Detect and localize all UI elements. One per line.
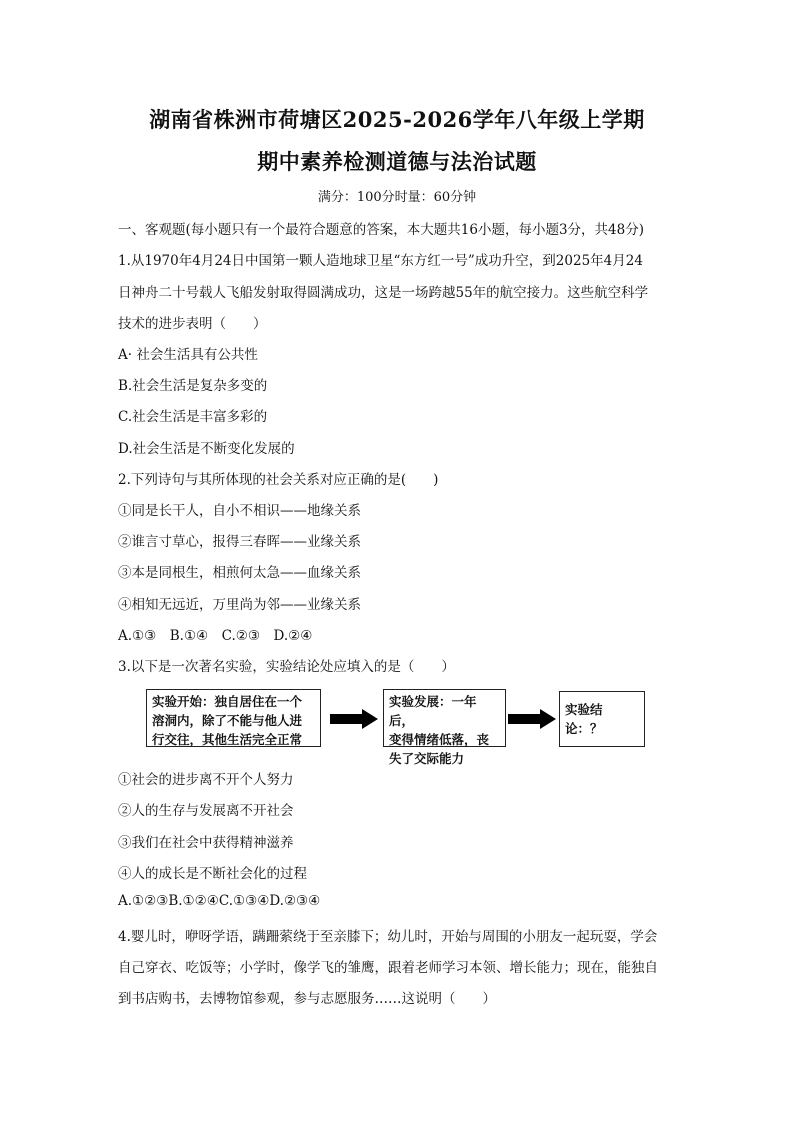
flow-box-start bbox=[146, 689, 321, 747]
flow-box-development-line: 失了交际能力 bbox=[389, 751, 465, 766]
q2-item-1: ①同是长干人，自小不相识——地缘关系 bbox=[118, 503, 361, 519]
q3-stem: 3.以下是一次著名实验，实验结论处应填入的是（ ） bbox=[118, 659, 455, 675]
experiment-flowchart bbox=[146, 689, 646, 766]
exam-title-line2: 期中素养检测道德与法治试题 bbox=[257, 149, 537, 174]
q4-stem-line2: 自己穿衣、吃饭等；小学时，像学飞的雏鹰，跟着老师学习本领、增长能力；现在，能独自 bbox=[118, 960, 658, 976]
q4-stem-line1: 4.婴儿时，咿呀学语，蹒跚萦绕于至亲膝下；幼儿时，开始与周围的小朋友一起玩耍，学会 bbox=[118, 929, 658, 945]
q1-option-d: D.社会生活是不断变化发展的 bbox=[118, 441, 295, 457]
section-heading: 一、客观题(每小题只有一个最符合题意的答案，本大题共16小题，每小题3分，共48分) bbox=[118, 222, 644, 238]
right-arrow-icon bbox=[330, 709, 380, 729]
q3-item-2: ②人的生存与发展离不开社会 bbox=[118, 803, 294, 819]
q1-stem-line1: 1.从1970年4月24日中国第一颗人造地球卫星“东方红一号”成功升空，到2025年4月24 bbox=[118, 253, 643, 269]
flow-box-development-line: 实验发展：一年后， bbox=[389, 694, 477, 728]
exam-meta: 满分：100分时量：60分钟 bbox=[317, 190, 477, 205]
q3-options: A.①②③B.①②④C.①③④D.②③④ bbox=[118, 893, 321, 909]
flow-box-start-line: 溶洞内，除了不能与他人进 bbox=[152, 713, 303, 728]
q3-item-3: ③我们在社会中获得精神滋养 bbox=[118, 835, 294, 851]
q3-item-4: ④人的成长是不断社会化的过程 bbox=[118, 866, 307, 882]
q2-item-3: ③本是同根生，相煎何太急——血缘关系 bbox=[118, 565, 361, 581]
q1-option-a: A· 社会生活具有公共性 bbox=[118, 347, 258, 363]
q3-item-1: ①社会的进步离不开个人努力 bbox=[118, 772, 294, 788]
q4-stem-line3: 到书店购书，去博物馆参观，参与志愿服务……这说明（ ） bbox=[118, 991, 496, 1007]
q2-item-4: ④相知无远近，万里尚为邻——业缘关系 bbox=[118, 597, 361, 613]
q1-stem-line2: 日神舟二十号载人飞船发射取得圆满成功，这是一场跨越55年的航空接力。这些航空科学 bbox=[118, 285, 649, 301]
flow-box-development bbox=[383, 689, 506, 766]
q1-option-c: C.社会生活是丰富多彩的 bbox=[118, 409, 268, 425]
right-arrow-icon bbox=[508, 709, 558, 729]
exam-title-line1: 湖南省株洲市荷塘区2025-2026学年八年级上学期 bbox=[149, 107, 645, 132]
q1-option-b: B.社会生活是复杂多变的 bbox=[118, 378, 268, 394]
flow-box-start-line: 行交往，其他生活完全正常 bbox=[152, 732, 303, 747]
flow-box-start-line: 实验开始：独自居住在一个 bbox=[152, 694, 303, 709]
flow-box-development-line: 变得情绪低落，丧 bbox=[389, 732, 490, 747]
q2-stem: 2.下列诗句与其所体现的社会关系对应正确的是( ) bbox=[118, 472, 439, 488]
flow-box-conclusion: 实验结论：？ bbox=[559, 691, 645, 747]
q2-options: A.①③ B.①④ C.②③ D.②④ bbox=[118, 628, 313, 644]
q1-stem-line3: 技术的进步表明（ ） bbox=[118, 316, 267, 332]
q2-item-2: ②谁言寸草心，报得三春晖——业缘关系 bbox=[118, 534, 361, 550]
